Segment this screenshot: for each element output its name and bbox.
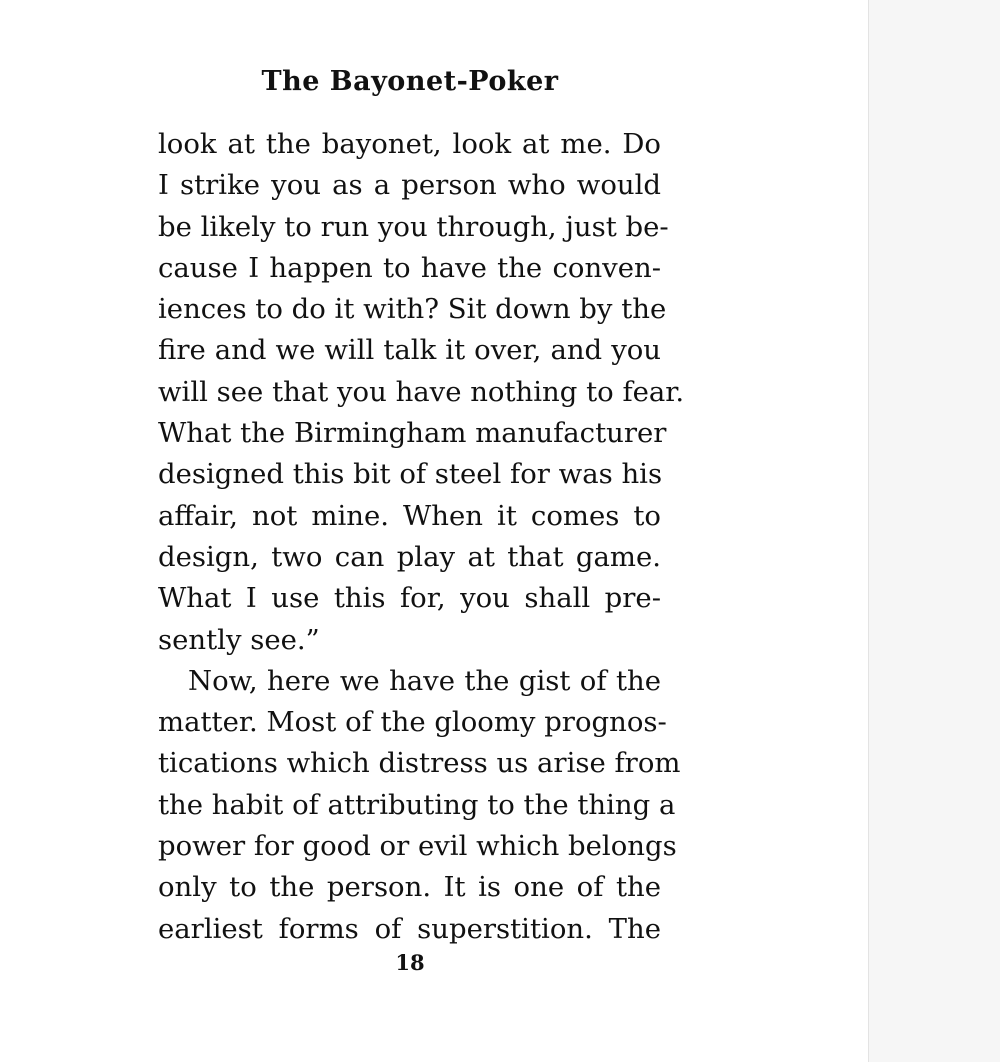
running-head: The Bayonet-Poker bbox=[261, 66, 559, 97]
text-line: designed this bit of steel for was his bbox=[158, 458, 663, 491]
text-line: I strike you as a person who would bbox=[158, 169, 661, 202]
text-line: iences to do it with? Sit down by the bbox=[158, 293, 667, 326]
body-text bbox=[158, 124, 685, 950]
text-line: matter. Most of the gloomy prognos- bbox=[158, 706, 667, 739]
text-line: affair, not mine. When it comes to bbox=[158, 499, 661, 532]
text-line: design, two can play at that game. bbox=[158, 540, 661, 573]
text-line: Now, here we have the gist of the bbox=[188, 664, 661, 697]
text-line: cause I happen to have the conven- bbox=[158, 251, 661, 284]
text-line: be likely to run you through, just be- bbox=[158, 210, 669, 243]
text-line: tications which distress us arise from bbox=[158, 747, 681, 780]
page-margin bbox=[868, 0, 1000, 1062]
text-line: sently see.” bbox=[158, 623, 320, 656]
text-line: look at the bayonet, look at me. Do bbox=[158, 128, 661, 160]
text-line: What I use this for, you shall pre- bbox=[158, 582, 661, 615]
text-line: earliest forms of superstition. The bbox=[158, 912, 661, 945]
text-line: will see that you have nothing to fear. bbox=[158, 375, 685, 408]
text-line: fire and we will talk it over, and you bbox=[158, 334, 661, 367]
page-number: 18 bbox=[395, 950, 425, 975]
text-line: What the Birmingham manufacturer bbox=[158, 417, 667, 450]
text-line: only to the person. It is one of the bbox=[158, 871, 661, 904]
text-line: the habit of attributing to the thing a bbox=[158, 788, 676, 821]
text-line: power for good or evil which belongs bbox=[158, 830, 677, 863]
